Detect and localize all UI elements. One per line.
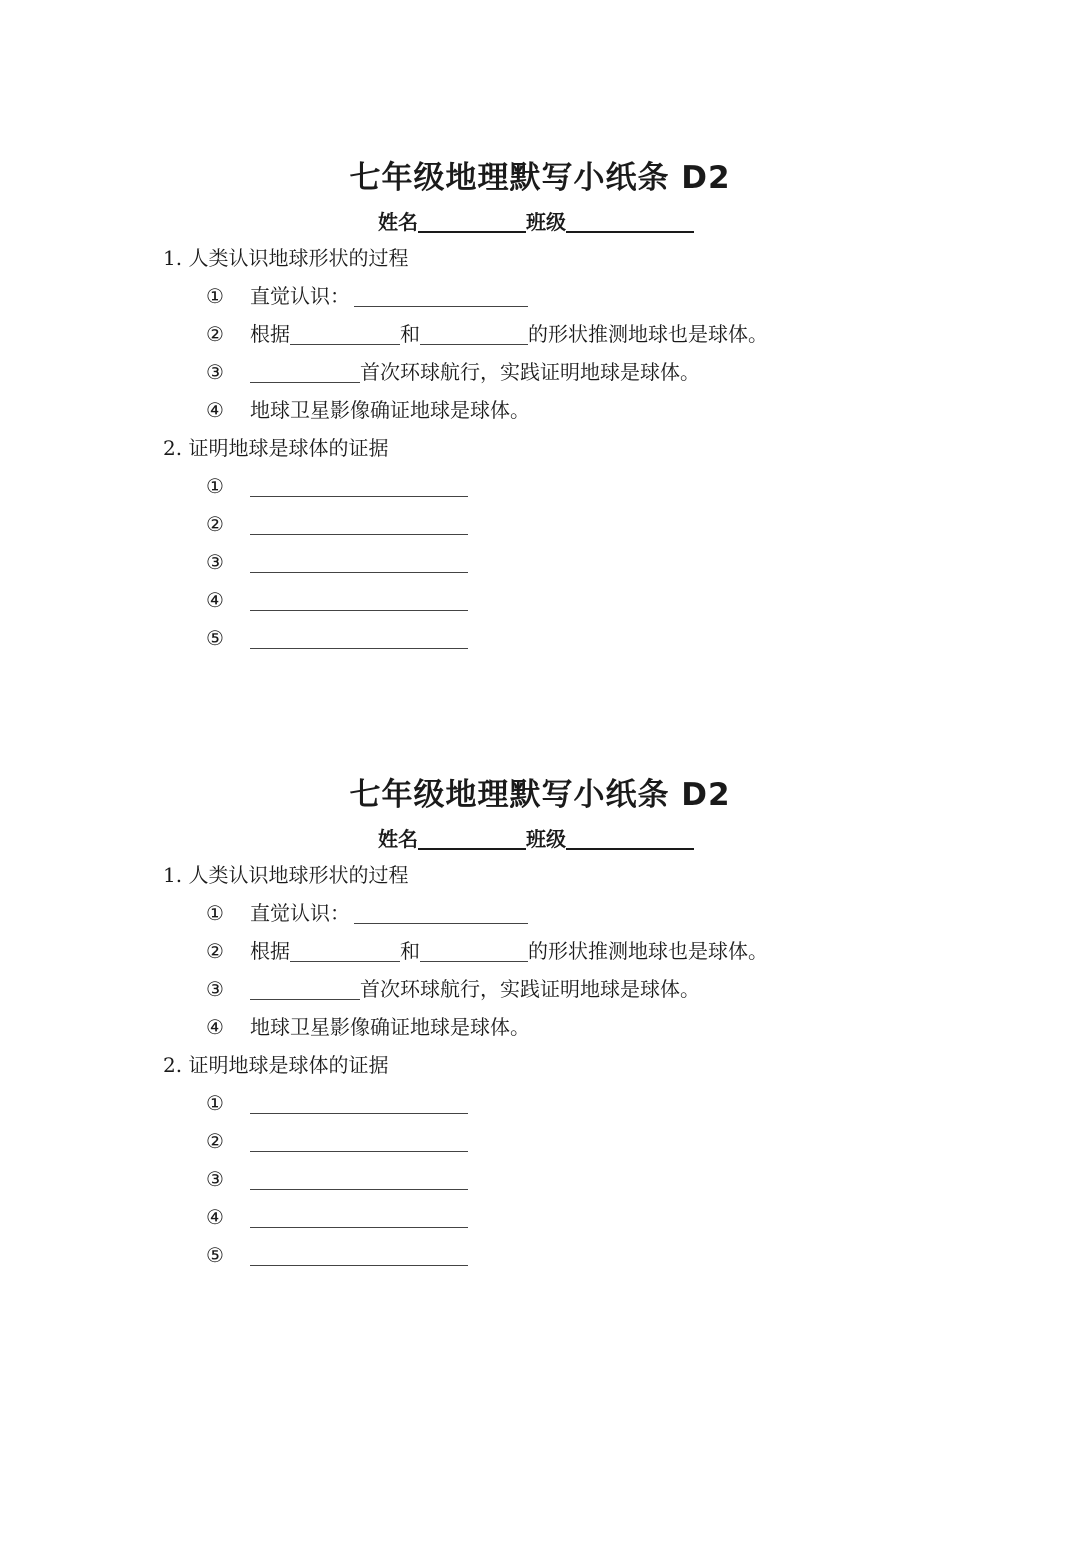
- answer-blank[interactable]: [250, 550, 468, 573]
- q1-item-4: [206, 1012, 530, 1042]
- q1-item-1: [206, 898, 528, 928]
- q1-item-3: [206, 357, 700, 387]
- item-number: ④: [206, 1205, 224, 1229]
- q2-item-2: [206, 509, 468, 539]
- answer-blank[interactable]: [420, 322, 528, 345]
- answer-blank[interactable]: [250, 360, 360, 383]
- answer-blank[interactable]: [250, 1091, 468, 1114]
- q2-item-4: [206, 1202, 468, 1232]
- q2-item-2: [206, 1126, 468, 1156]
- q2-item-1: [206, 471, 468, 501]
- question-1-label: 1. 人类认识地球形状的过程: [163, 863, 409, 887]
- answer-blank[interactable]: [354, 901, 528, 924]
- item-number: ⑤: [206, 1243, 224, 1267]
- name-label: 姓名: [378, 827, 418, 851]
- answer-blank[interactable]: [354, 284, 528, 307]
- item-suffix: 的形状推测地球也是球体。: [528, 322, 768, 346]
- item-text: 地球卫星影像确证地球是球体。: [250, 1015, 530, 1039]
- q2-item-4: [206, 585, 468, 615]
- answer-blank[interactable]: [250, 977, 360, 1000]
- item-text: 直觉认识：: [250, 284, 350, 308]
- item-number: ①: [206, 901, 224, 925]
- answer-blank[interactable]: [250, 1129, 468, 1152]
- class-blank[interactable]: [566, 822, 694, 850]
- item-suffix: 的形状推测地球也是球体。: [528, 939, 768, 963]
- item-prefix: 根据: [250, 322, 290, 346]
- item-number: ③: [206, 360, 224, 384]
- item-number: ②: [206, 939, 224, 963]
- item-number: ①: [206, 474, 224, 498]
- q1-item-1: [206, 281, 528, 311]
- q1-item-4: [206, 395, 530, 425]
- dictation-sheet-2: [0, 617, 1080, 1267]
- class-label: 班级: [526, 210, 566, 234]
- item-number: ④: [206, 588, 224, 612]
- answer-blank[interactable]: [250, 588, 468, 611]
- name-label: 姓名: [378, 210, 418, 234]
- q2-item-1: [206, 1088, 468, 1118]
- item-text: 直觉认识：: [250, 901, 350, 925]
- item-number: ⑤: [206, 626, 224, 650]
- answer-blank[interactable]: [250, 1243, 468, 1266]
- dictation-sheet-1: [0, 0, 1080, 650]
- item-number: ②: [206, 1129, 224, 1153]
- answer-blank[interactable]: [250, 1205, 468, 1228]
- q1-item-2: [206, 319, 768, 349]
- name-blank[interactable]: [418, 822, 526, 850]
- q1-item-3: [206, 974, 700, 1004]
- question-2-label: 2. 证明地球是球体的证据: [163, 1053, 389, 1077]
- q2-item-3: [206, 547, 468, 577]
- item-mid: 和: [400, 939, 420, 963]
- question-1-label: 1. 人类认识地球形状的过程: [163, 246, 409, 270]
- class-blank[interactable]: [566, 205, 694, 233]
- item-number: ③: [206, 1167, 224, 1191]
- item-number: ①: [206, 284, 224, 308]
- item-suffix: 首次环球航行，实践证明地球是球体。: [360, 360, 700, 384]
- item-number: ②: [206, 322, 224, 346]
- item-number: ②: [206, 512, 224, 536]
- item-number: ③: [206, 977, 224, 1001]
- item-suffix: 首次环球航行，实践证明地球是球体。: [360, 977, 700, 1001]
- answer-blank[interactable]: [250, 1167, 468, 1190]
- answer-blank[interactable]: [290, 322, 400, 345]
- answer-blank[interactable]: [250, 474, 468, 497]
- question-2-label: 2. 证明地球是球体的证据: [163, 436, 389, 460]
- name-blank[interactable]: [418, 205, 526, 233]
- answer-blank[interactable]: [250, 512, 468, 535]
- item-prefix: 根据: [250, 939, 290, 963]
- sheet-title: 七年级地理默写小纸条 D2: [349, 777, 731, 813]
- item-text: 地球卫星影像确证地球是球体。: [250, 398, 530, 422]
- answer-blank[interactable]: [290, 939, 400, 962]
- answer-blank[interactable]: [420, 939, 528, 962]
- q2-item-5: [206, 1240, 468, 1270]
- name-class-row: [378, 821, 694, 853]
- name-class-row: [378, 204, 694, 236]
- item-number: ③: [206, 550, 224, 574]
- item-mid: 和: [400, 322, 420, 346]
- item-number: ④: [206, 398, 224, 422]
- item-number: ④: [206, 1015, 224, 1039]
- class-label: 班级: [526, 827, 566, 851]
- q1-item-2: [206, 936, 768, 966]
- q2-item-3: [206, 1164, 468, 1194]
- item-number: ①: [206, 1091, 224, 1115]
- sheet-title: 七年级地理默写小纸条 D2: [349, 160, 731, 196]
